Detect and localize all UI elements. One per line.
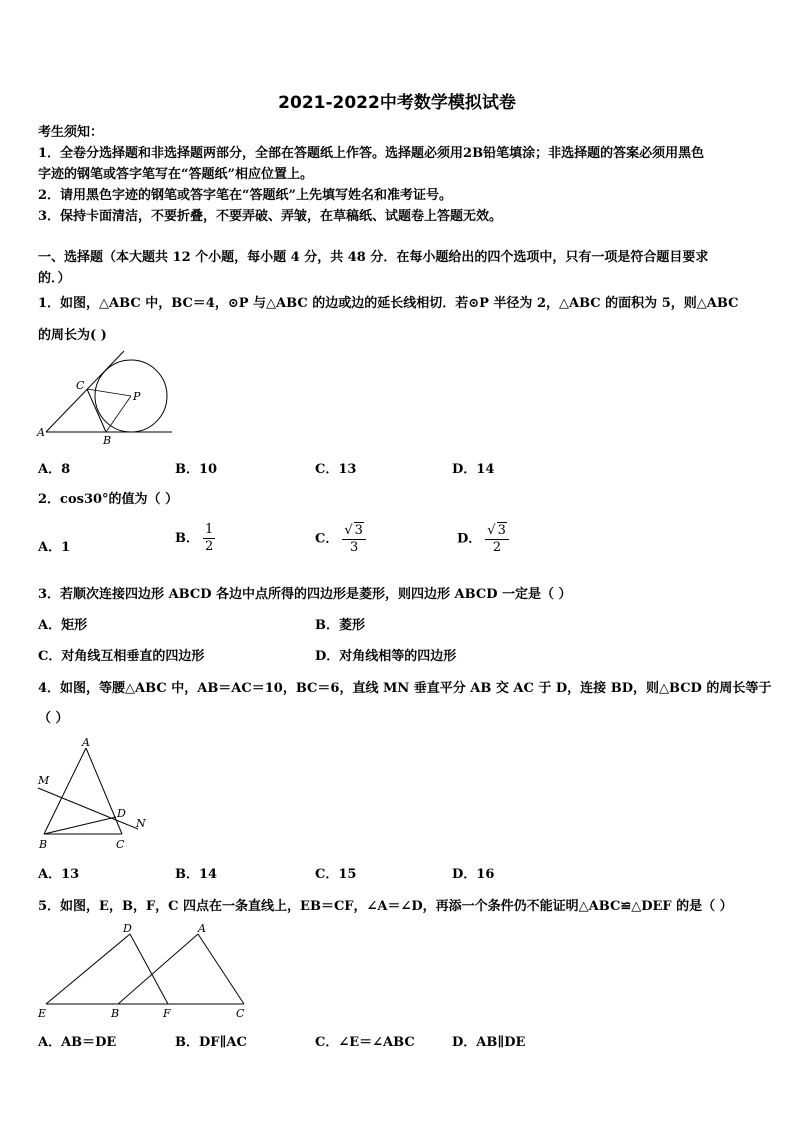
q2-option-c-denominator: 3 xyxy=(350,540,359,555)
q1-figure xyxy=(36,348,181,448)
q1-stem-line-2: 的周长为( ) xyxy=(38,328,107,343)
q2-option-b-numerator: 1 xyxy=(205,522,214,537)
q4-figure xyxy=(34,734,154,854)
q4-label-m: M xyxy=(38,774,50,787)
q2-option-d-fraction: $\frac{√ 3}{2}$ xyxy=(485,522,509,556)
page-title: 2021-2022中考数学模拟试卷 xyxy=(278,93,516,113)
section-heading-line-2: 的．） xyxy=(38,271,71,286)
q1-label-a: A xyxy=(37,426,45,439)
q1-stem-line-1: 1．如图，△ABC 中，BC＝4，⊙P 与△ABC 的边或边的延长线相切．若⊙P 半径为 2，△ABC 的面积为 5，则△ABC xyxy=(38,296,739,311)
q2-option-d-denominator: 2 xyxy=(492,540,502,555)
q4-label-a: A xyxy=(82,736,90,749)
q5-option-a: A．AB＝DE xyxy=(38,1035,117,1050)
q2-option-b-denominator: 2 xyxy=(205,539,214,554)
q2-stem: 2．cos30°的值为（ ） xyxy=(38,492,179,507)
q2-option-c-letter: C． xyxy=(315,531,339,547)
q2-option-d-letter: D． xyxy=(457,531,482,547)
q1-option-a: A．8 xyxy=(38,462,71,477)
q4-label-b: B xyxy=(39,838,48,851)
q4-stem-line-1: 4．如图，等腰△ABC 中，AB＝AC＝10，BC＝6，直线 MN 垂直平分 AB 交 AC 于 D，连接 BD，则△BCD 的周长等于 xyxy=(38,681,772,696)
q5-label-d: D xyxy=(123,922,132,935)
q3-option-b: B．菱形 xyxy=(315,618,365,633)
section-heading-line-1: 一、选择题（本大题共 12 个小题，每小题 4 分，共 48 分．在每小题给出的四个选项中，只有一项是符合题目要求 xyxy=(38,250,709,265)
q2-option-b xyxy=(175,522,215,555)
q5-label-b: B xyxy=(111,1007,120,1020)
q4-stem-line-2: （ ） xyxy=(38,711,69,726)
q4-label-d: D xyxy=(117,807,126,820)
q5-label-e: E xyxy=(38,1007,47,1020)
q2-option-d xyxy=(457,522,509,556)
q3-stem: 3．若顺次连接四边形 ABCD 各边中点所得的四边形是菱形，则四边形 ABCD 一定是（ ） xyxy=(38,587,572,602)
q5-option-d: D．AB∥DE xyxy=(452,1035,526,1050)
q2-option-c-radicand: 3 xyxy=(354,523,363,538)
q4-option-b: B．14 xyxy=(175,867,218,882)
q2-option-b-fraction xyxy=(203,522,215,555)
q3-option-d: D．对角线相等的四边形 xyxy=(315,649,457,664)
notice-line-4: 3．保持卡面清洁，不要折叠，不要弄破、弄皱，在草稿纸、试题卷上答题无效。 xyxy=(38,209,503,224)
q2-option-d-radicand: 3 xyxy=(497,523,506,538)
q4-option-c: C．15 xyxy=(315,867,357,882)
q2-option-c xyxy=(315,522,366,556)
q4-label-c: C xyxy=(116,838,125,851)
q1-option-b: B．10 xyxy=(175,462,218,477)
q5-figure xyxy=(36,918,248,1022)
q1-option-c: C．13 xyxy=(315,462,357,477)
q1-label-c: C xyxy=(76,379,85,392)
q5-option-b: B．DF∥AC xyxy=(175,1035,247,1050)
q3-option-c: C．对角线互相垂直的四边形 xyxy=(38,649,205,664)
q5-label-a: A xyxy=(198,922,206,935)
q4-option-d: D．16 xyxy=(452,867,495,882)
q5-stem: 5．如图，E，B，F，C 四点在一条直线上，EB＝CF，∠A＝∠D，再添一个条件仍不能证明△ABC≌△DEF 的是（ ） xyxy=(38,899,733,914)
q2-option-b-letter: B． xyxy=(175,531,199,546)
q1-label-b: B xyxy=(103,434,112,447)
notice-line-3: 2．请用黑色字迹的钢笔或答字笔在“答题纸”上先填写姓名和准考证号。 xyxy=(38,188,453,203)
q2-option-a: A．1 xyxy=(38,540,71,555)
q1-label-p: P xyxy=(133,390,141,403)
notice-line-1: 1．全卷分选择题和非选择题两部分，全部在答题纸上作答。选择题必须用2B铅笔填涂；非选择题的答案必须用黑色 xyxy=(38,146,705,161)
q1-option-d: D．14 xyxy=(452,462,495,477)
q5-option-c: C．∠E＝∠ABC xyxy=(315,1035,415,1050)
q5-label-c: C xyxy=(236,1007,245,1020)
q4-option-a: A．13 xyxy=(38,867,80,882)
notice-line-2: 字迹的钢笔或答字笔写在“答题纸”相应位置上。 xyxy=(38,167,313,182)
notice-heading: 考生须知： xyxy=(38,125,104,140)
q4-label-n: N xyxy=(136,817,146,830)
q2-option-c-fraction: $\frac{√ 3}{3}$ xyxy=(342,522,366,556)
q3-option-a: A．矩形 xyxy=(38,618,88,633)
q5-label-f: F xyxy=(163,1007,171,1020)
